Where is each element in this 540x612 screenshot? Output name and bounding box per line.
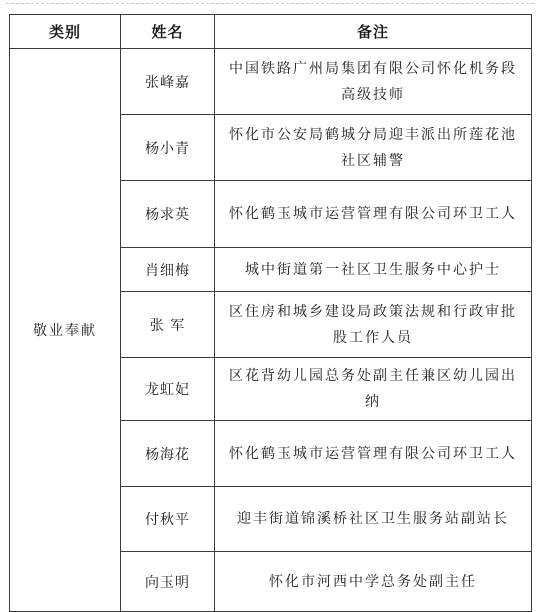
name-cell: 张 军 xyxy=(121,292,215,358)
note-text: 城中街道第一社区卫生服务中心护士 xyxy=(245,261,501,278)
note-text: 迎丰街道锦溪桥社区卫生服务站副站长 xyxy=(237,511,509,527)
name-cell: 张峰嘉 xyxy=(121,49,215,115)
note-text: 怀化市河西中学总务处副主任 xyxy=(269,573,477,590)
page-top-rule xyxy=(6,3,534,4)
name-cell: 杨海花 xyxy=(121,421,215,487)
category-cell: 敬业奉献 xyxy=(10,49,121,612)
honors-table xyxy=(9,14,532,612)
note-cell xyxy=(215,248,532,292)
note-text: 中国铁路广州局集团有限公司怀化机务段高级技师 xyxy=(229,60,517,103)
name-cell: 杨求英 xyxy=(121,181,215,248)
header-category: 类别 xyxy=(10,15,121,49)
name-cell: 肖细梅 xyxy=(121,248,215,292)
name-cell: 付秋平 xyxy=(121,487,215,552)
note-cell xyxy=(215,49,532,115)
note-cell xyxy=(215,421,532,487)
name-cell: 杨小青 xyxy=(121,115,215,181)
table-row xyxy=(10,49,532,115)
note-text: 怀化市公安局鹤城分局迎丰派出所莲花池社区辅警 xyxy=(229,126,517,169)
note-cell xyxy=(215,181,532,248)
note-cell xyxy=(215,487,532,552)
name-cell: 龙虹妃 xyxy=(121,358,215,421)
note-text: 怀化鹤玉城市运营管理有限公司环卫工人 xyxy=(229,445,517,462)
note-cell xyxy=(215,115,532,181)
note-text: 区住房和城乡建设局政策法规和行政审批股工作人员 xyxy=(229,303,517,346)
note-cell xyxy=(215,358,532,421)
note-text: 怀化鹤玉城市运营管理有限公司环卫工人 xyxy=(229,206,517,222)
note-text: 区花背幼儿园总务处副主任兼区幼儿园出纳 xyxy=(229,368,517,410)
header-name: 姓名 xyxy=(121,15,215,49)
header-note: 备注 xyxy=(215,15,532,49)
name-cell: 向玉明 xyxy=(121,552,215,612)
table-header-row xyxy=(10,15,532,49)
note-cell xyxy=(215,292,532,358)
